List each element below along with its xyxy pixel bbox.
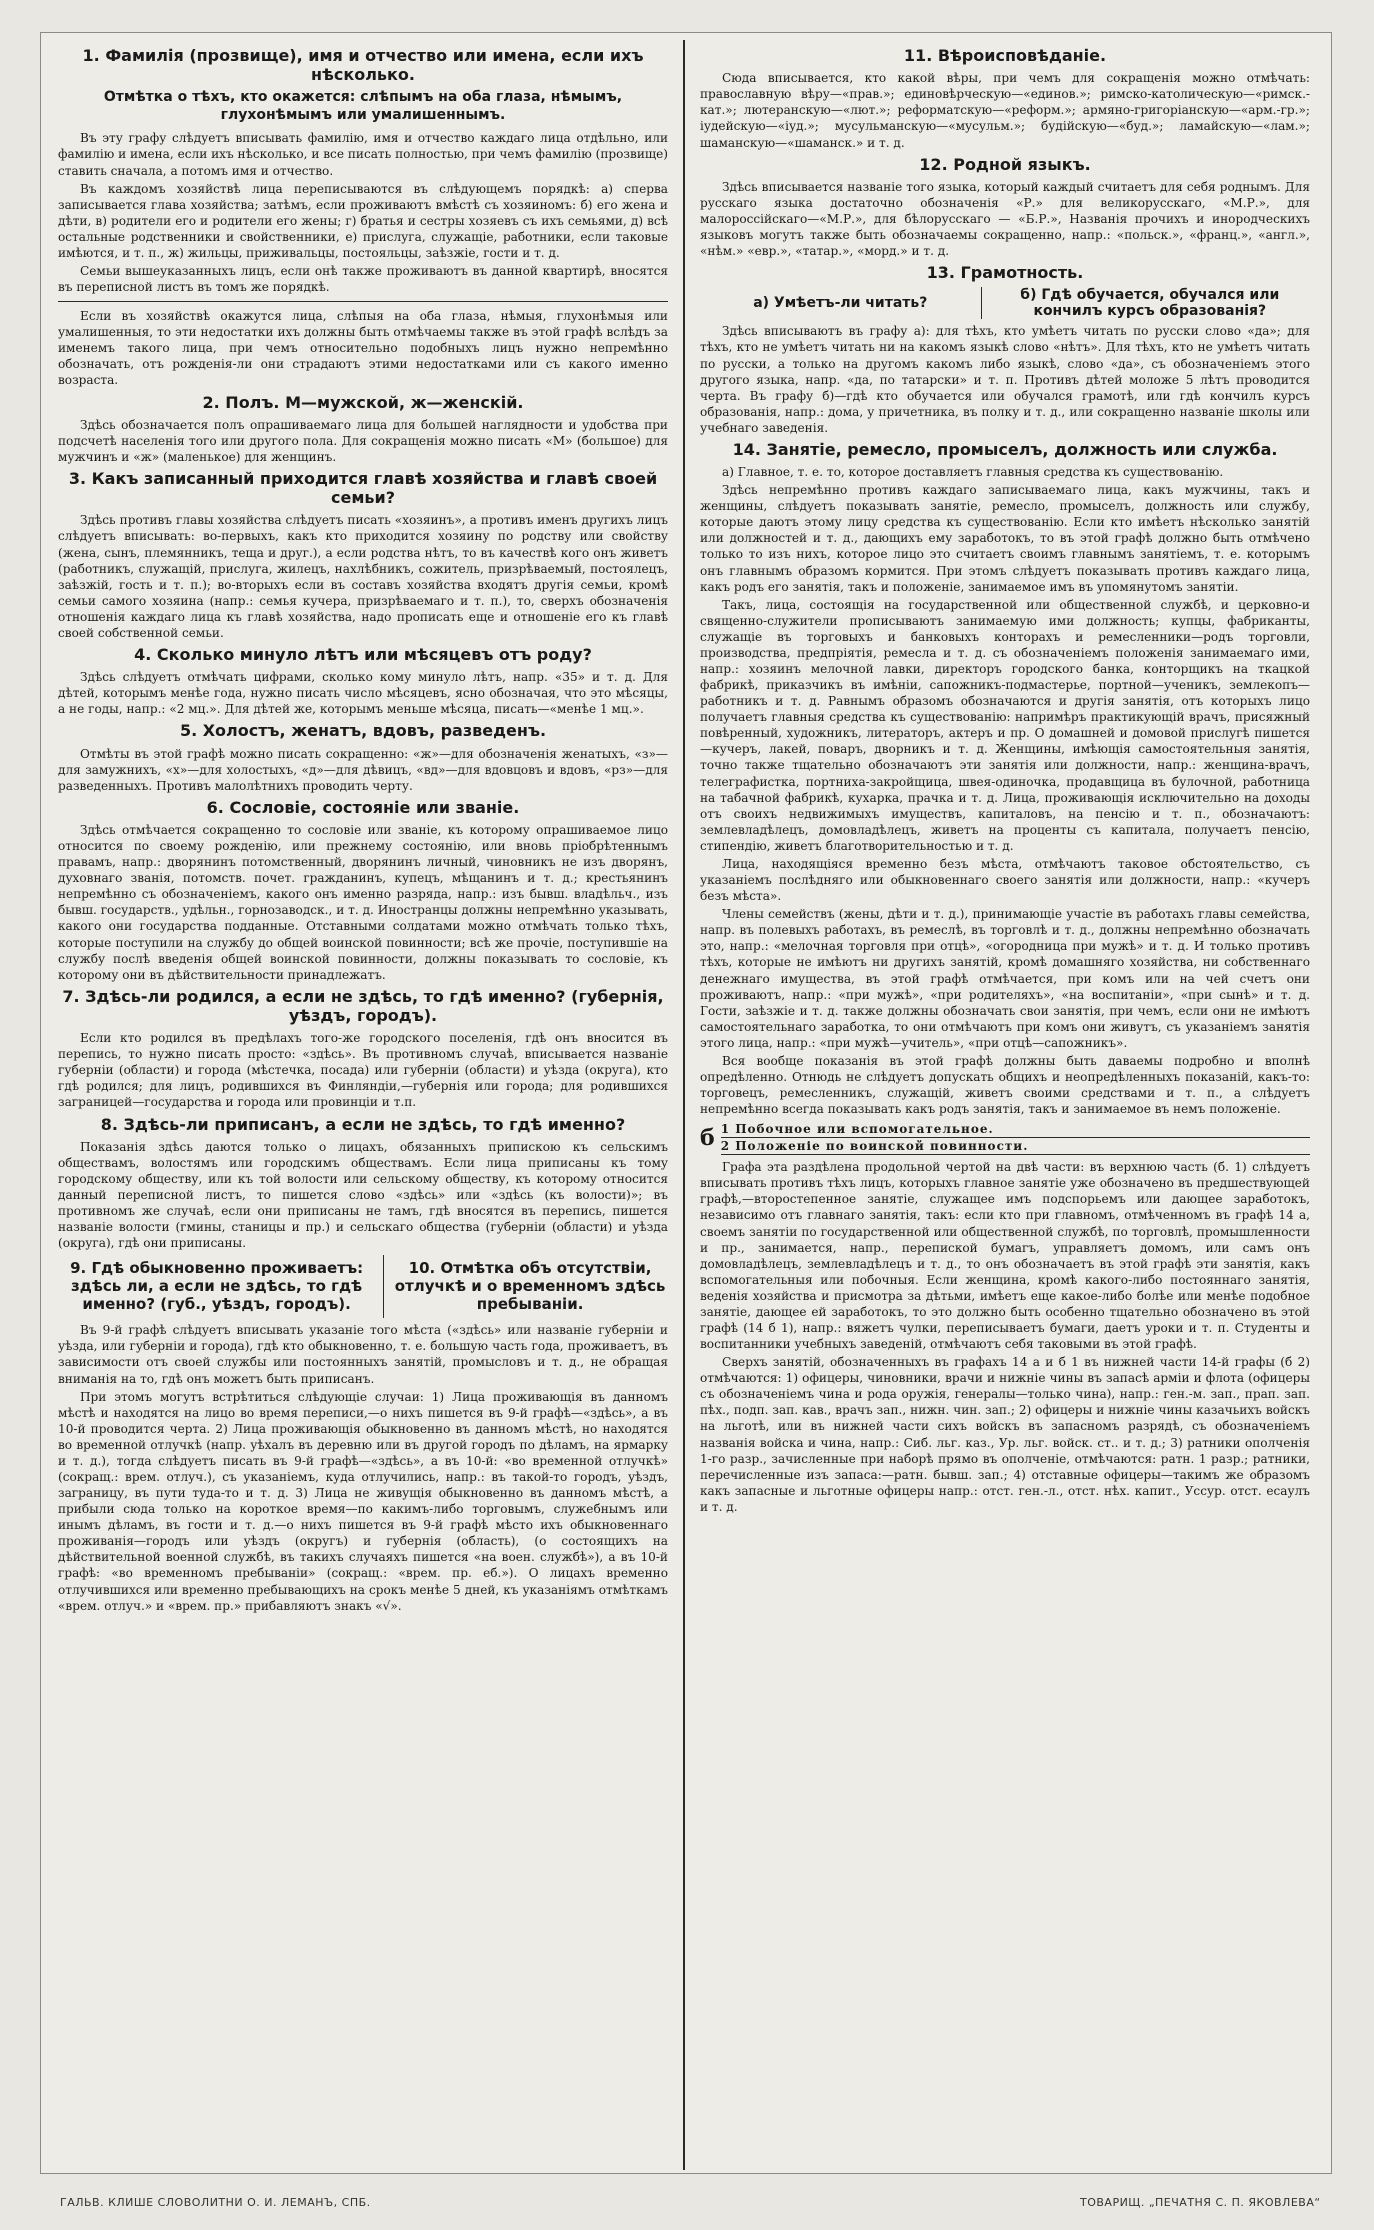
section-7-title: 7. Здѣсь-ли родился, а если не здѣсь, то гдѣ именно? (губернія, уѣздъ, городъ). — [62, 986, 664, 1025]
section-9-title: 9. Гдѣ обыкновенно проживаетъ: здѣсь ли, а если не здѣсь, то гдѣ именно? (губ., уѣздъ, городъ). — [70, 1259, 364, 1314]
section-14-sub-a: а) Главное, т. е. то, которое доставляетъ главныя средства къ существованію. — [722, 465, 1224, 480]
section-14-b-letter: б — [700, 1125, 715, 1152]
footer-printer-right: ТОВАРИЩ. „ПЕЧАТНЯ С. П. ЯКОВЛЕВА“ — [1080, 2196, 1321, 2209]
section-8-para-1: Показанія здѣсь даются только о лицахъ, обязанныхъ припискою къ сельскимъ обществамъ, волостямъ или городскимъ обществамъ. Если лица приписаны къ тому городскому обществу, или къ той волости или сельскому обществу, къ которому относится данный переписной листъ, то пишется слово «здѣсь» или «здѣсь (къ волости)»; въ противномъ же случаѣ, если они приписаны не тамъ, гдѣ вносятся въ перепись, пишется названіе волости (гмины, станицы и пр.) и сельскаго общества (губерніи (области) и уѣзда (округа), гдѣ они приписаны. — [58, 1139, 668, 1251]
section-14-para-6: Графа эта раздѣлена продольной чертой на двѣ части: въ верхнюю часть (б. 1) слѣдуетъ вписывать противъ тѣхъ лицъ, которыхъ главное занятіе уже обозначено въ предшествующей графѣ,—второстепенное занятіе, служащее имъ подспорьемъ или дающее заработокъ, независимо отъ главнаго занятія, такъ: если кто при главномъ, отмѣченномъ въ графѣ 14 а, своемъ занятіи по государственной или общественной службѣ, по торговлѣ, промышленности и пр., занимается, напр., перепиской бумагъ, управляетъ домомъ, или самъ онъ домовладѣлецъ, землевладѣлецъ и т. д., то онъ обозначаетъ въ этой графѣ эти занятія, какъ вспомогательныя или побочныя. Если женщина, кромѣ какого-либо постояннаго занятія, веденія хозяйства и присмотра за дѣтьми, имѣетъ еще какое-либо болѣе или менѣе подобное занятіе, дающее ей заработокъ, то это должно быть особенно тщательно обозначено въ этой графѣ (14 б 1), напр.: вяжетъ чулки, переписываетъ бумаги, даетъ уроки и т. п. Студенты и воспитанники учебныхъ заведеній, отмѣчаютъ себя таковыми въ этой графѣ. — [700, 1160, 1310, 1352]
section-14-para-7: Сверхъ занятій, обозначенныхъ въ графахъ 14 а и б 1 въ нижней части 14-й графы (б 2) отмѣчаются: 1) офицеры, чиновники, врачи и нижніе чины въ запасѣ арміи и флота (офицеры съ обозначеніемъ чина и рода оружія, генералы—только чина), напр.: ген.-м. зап., прап. зап. пѣх., подп. зап. кав., врачъ зап., нижн. чин. зап.; 2) офицеры и нижніе чины казачьихъ войскъ на льготѣ, или въ нижней части сихъ войскъ въ запасномъ разрядѣ, съ обозначеніемъ названія войска и чина, напр.: Сиб. льг. каз., Ур. льг. войск. ст.. и т. д.; 3) ратники ополченія 1-го разр., зачисленные при наборѣ прямо въ ополченіе, отмѣчаются: ратн. 1 разр.; ратники, перечисленные изъ запаса:—ратн. бывш. зап.; 4) отставные офицеры—такимъ же образомъ какъ запасные и льготные офицеры напр.: отст. ген.-л., отст. нѣх. капит., Уссур. отст. есаулъ и т. д. — [700, 1355, 1310, 1514]
section-14-b2-label: 2 Положеніе по воинской повинности. — [721, 1138, 1310, 1155]
section-14-title: 14. Занятіе, ремесло, промыселъ, должность или служба. — [732, 439, 1278, 459]
section-14-para-1: Здѣсь непремѣнно противъ каждаго записываемаго лица, какъ мужчины, такъ и женщины, слѣдуетъ показывать занятіе, ремесло, промыселъ, должность или службу, которые даютъ этому лицу средства къ существованію. Если кто имѣетъ нѣсколько занятій или должностей и т. д., дающихъ ему заработокъ, то въ этой графѣ должно быть отмѣчено только то изъ нихъ, которое лицо это считаетъ своимъ главнымъ занятіемъ, т. е. которымъ онъ главнымъ образомъ кормится. При этомъ слѣдуетъ показывать противъ каждаго лица, какъ родъ его занятія, такъ и положеніе, занимаемое имъ въ упомянутомъ занятіи. — [700, 483, 1310, 594]
section-1-para-2: Въ каждомъ хозяйствѣ лица переписываются въ слѣдующемъ порядкѣ: а) сперва записывается глава хозяйства; затѣмъ, если проживаютъ вмѣстѣ съ хозяиномъ: б) его жена и дѣти, в) родители его и родители его жены; г) братья и сестры хозяевъ съ ихъ семьями, д) всѣ остальные родственники и свойственники, е) прислуга, служащіе, работники, если таковые имѣются, и т. п., ж) жильцы, приживальцы, постояльцы, заѣзжіе, гости и т. д. — [58, 181, 668, 260]
section-1-para-4: Если въ хозяйствѣ окажутся лица, слѣпыя на оба глаза, нѣмыя, глухонѣмыя или умалишенныя, то эти недостатки ихъ должны быть отмѣчаемы также въ этой графѣ вслѣдъ за именемъ такого лица, при чемъ относительно подобныхъ лицъ нужно непремѣнно обозначать, отъ рожденія-ли они страдаютъ этими недостатками или съ какого именно возраста. — [58, 309, 668, 388]
section-11-para-1: Сюда вписывается, кто какой вѣры, при чемъ для сокращенія можно отмѣчать: православную вѣру—«прав.»; единовѣрческую—«единов.»; римско-католическую—«римск.-кат.»; лютеранскую—«лют.»; реформатскую—«реформ.»; армяно-григоріанскую—«арм.-гр.»; іудейскую—«іуд.»; мусульманскую—«мусульм.»; будійскую—«буд.»; ламайскую—«лам.»; шаманскую—«шаманск.» и т. д. — [700, 71, 1310, 150]
section-12-title: 12. Родной языкъ. — [919, 154, 1091, 174]
section-9-10-header — [58, 1255, 668, 1318]
section-8-title: 8. Здѣсь-ли приписанъ, а если не здѣсь, то гдѣ именно? — [100, 1114, 626, 1134]
section-6-title: 6. Сословіе, состояніе или званіе. — [206, 797, 520, 817]
section-12-para-1: Здѣсь вписывается названіе того языка, который каждый считаетъ для себя роднымъ. Для русскаго языка достаточно обозначенія «Р.» для великорусскаго, «М.Р.», для малороссійскаго—«М.Р.», для бѣлорусскаго — «Б.Р.», Названія прочихъ и инородческихъ языковъ могутъ также быть обозначаемы сокращенно, напр.: «польск.», «франц.», «англ.», «нѣм.» «евр.», «татар.», «морд.» и т. д. — [700, 179, 1310, 259]
section-7-para-1: Если кто родился въ предѣлахъ того-же городского поселенія, гдѣ онъ вносится въ перепись, то нужно писать просто: «здѣсь». Въ противномъ случаѣ, вписывается названіе губерніи (области) и города (мѣстечка, посада) или губерніи (области) и уѣзда (округа), кто гдѣ родился; для лицъ, родившихся въ Финляндіи,—губернія или города; для родившихся заграницей—государства и города или провинціи и т.п. — [58, 1031, 668, 1110]
section-10-title: 10. Отмѣтка объ отсутствіи, отлучкѣ и о временномъ здѣсь пребываніи. — [394, 1259, 666, 1314]
section-9-para-1: Въ 9-й графѣ слѣдуетъ вписывать указаніе того мѣста («здѣсь» или названіе губерніи и уѣзда, или губерніи и города), гдѣ кто обыкновенно, т. е. большую часть года, проживаетъ, въ зависимости отъ своей службы или постоянныхъ занятій, промысловъ и т. д., не обращая вниманія на то, гдѣ онъ можетъ быть приписанъ. — [58, 1323, 668, 1386]
literacy-b-label: б) Гдѣ обучается, обучался или кончилъ курсъ образованія? — [981, 287, 1310, 319]
section-4-title: 4. Сколько минуло лѣтъ или мѣсяцевъ отъ роду? — [134, 644, 592, 664]
section-9-para-2: При этомъ могутъ встрѣтиться слѣдующіе случаи: 1) Лица проживающія въ данномъ мѣстѣ и находятся на лицо во время переписи,—о нихъ пишется въ 9-й графѣ—«здѣсь», а въ 10-й проводится черта. 2) Лица проживающія обыкновенно въ данномъ мѣстѣ, но находятся во временной отлучкѣ (напр. уѣхалъ въ деревню или въ другой городъ по дѣламъ, на ярмарку и т. д.), тогда слѣдуетъ писать въ 9-й графѣ—«здѣсь», а въ 10-й: «во временной отлучкѣ» (сокращ.: врем. отлуч.), съ указаніемъ, куда отлучились, напр.: въ такой-то городъ, уѣздъ, заграницу, въ пути туда-то и т. д. 3) Лица не живущія обыкновенно въ данномъ мѣстѣ, а прибыли сюда только на короткое время—по какимъ-либо торговымъ, служебнымъ или инымъ дѣламъ, въ гости и т. д.—о нихъ пишется въ 9-й графѣ мѣсто ихъ обыкновеннаго проживанія—городъ или уѣздъ (округъ) и губернія (область), (о состоящихъ на дѣйствительной военной службѣ, въ такихъ случаяхъ пишется «на воен. службѣ»), а въ 10-й графѣ: «во временномъ пребываніи» (сокращ.: «врем. пр. еб.»). О лицахъ временно отлучившихся или временно пребывающихъ на срокъ менѣе 5 дней, къ указаніямъ отмѣткамъ «врем. отлуч.» и «врем. пр.» прибавляютъ знакъ «√». — [58, 1389, 668, 1613]
footer-printer-left: ГАЛЬВ. КЛИШЕ СЛОВОЛИТНИ О. И. ЛЕМАНЪ, СПБ. — [60, 2196, 371, 2209]
section-5-para-1: Отмѣты въ этой графѣ можно писать сокращенно: «ж»—для обозначенія женатыхъ, «з»—для замужнихъ, «х»—для холостыхъ, «д»—для дѣвицъ, «вд»—для вдовцовъ и вдовъ, «рз»—для разведенныхъ. Противъ малолѣтнихъ проводить черту. — [58, 746, 668, 793]
section-5-title: 5. Холостъ, женатъ, вдовъ, разведенъ. — [179, 721, 547, 741]
right-column — [700, 42, 1310, 1517]
section-3-title: 3. Какъ записанный приходится главѣ хозяйства и главѣ своей семьи? — [68, 468, 658, 508]
literacy-subheaders — [700, 287, 1310, 319]
section-11-title: 11. Вѣроисповѣданіе. — [903, 46, 1107, 65]
section-6-para-1: Здѣсь отмѣчается сокращенно то сословіе или званіе, къ которому опрашиваемое лицо относится по своему рожденію, или прежнему состоянію, или вновь пріобрѣтеннымъ правамъ, напр.: дворянинъ потомственный, дворянинъ личный, чиновникъ не изъ дворянъ, духовнаго званія, потомств. почет. гражданинъ, купецъ, мѣщанинъ и т. д.; крестьянинъ непремѣнно съ обозначеніемъ, какого онъ именно разряда, напр.: изъ бывш. владѣльч., изъ бывш. государств., удѣльн., горнозаводск., и т. д. Иностранцы должны непремѣнно указывать, какого они государства подданные. Отставными солдатами можно отмѣчать только тѣхъ, которые поступили на службу до общей воинской повинности; всѣ же прочіе, поступившіе на службу послѣ введенія общей воинской повинности, должны показывать то сословіе, къ которому они въ дѣйствительности принадлежатъ. — [58, 823, 668, 982]
section-1-para-3: Семьи вышеуказанныхъ лицъ, если онѣ также проживаютъ въ данной квартирѣ, вносятся въ переписной листъ въ томъ же порядкѣ. — [58, 264, 668, 295]
left-column — [58, 42, 668, 1616]
section-13-title: 13. Грамотность. — [926, 263, 1084, 283]
section-3-para-1: Здѣсь противъ главы хозяйства слѣдуетъ писать «хозяинъ», а противъ именъ другихъ лицъ слѣдуетъ вписывать: во-первыхъ, какъ кто приходится хозяину по родству или свойству (жена, сынъ, племянникъ, теща и друг.), а если родства нѣтъ, то въ качествѣ кого онъ живетъ (работникъ, служащій, прислуга, жилецъ, нахлѣбникъ, сожитель, призрѣваемый, постоялецъ, заѣзжій, гость и т. п.); во-вторыхъ если въ составъ хозяйства входятъ другія семьи, кромѣ семьи самого хозяина (напр.: семья кучера, призрѣваемаго и т. п.), то, сверхъ обозначенія отношенія каждаго лица къ главѣ хозяйства, надо прописать еще и отношеніе его къ главѣ своей собственной семьи. — [58, 513, 668, 640]
section-2-para-1: Здѣсь обозначается полъ опрашиваемаго лица для большей наглядности и удобства при подсчетѣ населенія того или другого пола. Для сокращенія можно писать «М» (большое) для мужчинъ и «ж» (маленькое) для женщинъ. — [58, 417, 668, 464]
literacy-a-label: а) Умѣетъ-ли читать? — [753, 295, 928, 312]
section-1-para-1: Въ эту графу слѣдуетъ вписывать фамилію, имя и отчество каждаго лица отдѣльно, или фамилію и имена, если ихъ нѣсколько, и все писать полностью, при чемъ фамилію (прозвище) ставить сначала, а потомъ имя и отчество. — [58, 131, 668, 178]
section-1-subtitle: Отмѣтка о тѣхъ, кто окажется: слѣпымъ на оба глаза, нѣмымъ, глухонѣмымъ или умалишеннымъ. — [103, 89, 623, 123]
section-2-title: 2. Полъ. М—мужской, ж—женскій. — [202, 392, 524, 412]
section-14-para-4: Члены семействъ (жены, дѣти и т. д.), принимающіе участіе въ работахъ главы семейства, напр. въ полевыхъ работахъ, въ ремеслѣ, въ торговлѣ и т. д., должны непремѣнно обозначать это, напр.: «мелочная торговля при отцѣ», «огородница при мужѣ» и т. д. И только противъ тѣхъ, которые не имѣютъ ни другихъ занятій, кромѣ домашняго хозяйства, ни собственнаго денежнаго имущества, въ этой графѣ отмѣчается, при комъ или на чей счетъ они проживаютъ, напр.: «при мужѣ», «при родителяхъ», «на воспитаніи», «при сынѣ» и т. д. Гости, заѣзжіе и т. д. также должны обозначать свои занятія, при чемъ, если они не имѣютъ самостоятельнаго заработка, то они отмѣчаютъ при комъ они живутъ, съ указаніемъ занятія этого лица, напр.: «при мужѣ—учитель», «при отцѣ—сапожникъ». — [700, 907, 1310, 1050]
section-14-b-header — [700, 1121, 1310, 1155]
section-9-header — [58, 1255, 383, 1318]
section-1-title: 1. Фамилія (прозвище), имя и отчество или имена, если ихъ нѣсколько. — [82, 46, 644, 85]
section-14-para-5: Вся вообще показанія въ этой графѣ должны быть даваемы подробно и вполнѣ опредѣленно. Отнюдь не слѣдуетъ допускать общихъ и неопредѣленныхъ показаній, какъ-то: торговецъ, ремесленникъ, служащій, живетъ своими средствами и т. п., а слѣдуетъ непремѣнно всегда показывать какъ родъ занятія, такъ и занимаемое въ немъ положеніе. — [700, 1053, 1310, 1117]
section-14-b1-label: 1 Побочное или вспомогательное. — [721, 1121, 1310, 1138]
section-10-header — [383, 1255, 668, 1318]
section-13-para-1: Здѣсь вписываютъ въ графу а): для тѣхъ, кто умѣетъ читать по русски слово «да»; для тѣхъ, кто не умѣетъ читать ни на какомъ языкѣ слово «нѣтъ». Для тѣхъ, кто не умѣетъ читать по русски, а только на другомъ какомъ либо языкѣ, слово «да», съ обозначеніемъ этого другого языка, напр. «да, по татарски» и т. п. Противъ дѣтей моложе 5 лѣтъ проводится черта. Въ графу б)—гдѣ кто обучается или обучался грамотѣ, или гдѣ кончилъ курсъ образованія, напр.: дома, у причетника, въ полку и т. д., или сокращенно названіе школы или учебнаго заведенія. — [700, 324, 1310, 435]
section-14-para-2: Такъ, лица, состоящія на государственной или общественной службѣ, и церковно-и священно-служители прописываютъ занимаемую ими должность; купцы, фабриканты, служащіе въ торговыхъ и банковыхъ конторахъ и ремесленники—родъ торговли, производства, предпріятія, ремесла и т. д. съ обозначеніемъ положенія занимаемаго ими, напр.: хозяинъ мелочной лавки, директоръ городского банка, конторщикъ на ткацкой фабрикѣ, приказчикъ въ имѣніи, сапожникъ-подмастерье, портной—ученикъ, землекопъ—работникъ и т. д. Равнымъ образомъ обозначаются и другія занятія, отъ которыхъ лицо получаетъ главныя средства къ существованію: напримѣръ практикующій врачъ, присяжный повѣренный, художникъ, литераторъ, актеръ и пр. О домашней и домовой прислугѣ пишется—кучеръ, лакей, поваръ, дворникъ и т. д. Женщины, имѣющія самостоятельныя занятія, точно также тщательно обозначаютъ эти занятія или должности, напр.: женщина-врачъ, телеграфистка, портниха-закройщица, швея-одиночка, продавщица въ булочной, работница на табачной фабрикѣ, кухарка, прачка и т. д. Лица, проживающія исключительно на доходы отъ своихъ недвижимыхъ имуществъ, капиталовъ, на пенсію и т. п., обозначаютъ: землевладѣлецъ, домовладѣлецъ, живетъ на проценты съ капитала, получаетъ пенсію, стипендію, живетъ благотворительностью и т. д. — [700, 597, 1310, 853]
section-4-para-1: Здѣсь слѣдуетъ отмѣчать цифрами, сколько кому минуло лѣтъ, напр. «35» и т. д. Для дѣтей, которымъ менѣе года, нужно писать число мѣсяцевъ, ясно обозначая, что это мѣсяцы, а не годы, напр.: «2 мц.». Для дѣтей же, которымъ меньше мѣсяца, писать—«менѣе 1 мц.». — [58, 670, 668, 717]
column-divider — [683, 40, 685, 2170]
section-14-para-3: Лица, находящіяся временно безъ мѣста, отмѣчаютъ таковое обстоятельство, съ указаніемъ послѣдняго или обыкновеннаго своего занятія или должности, напр.: «кучеръ безъ мѣста». — [700, 856, 1310, 904]
section-divider — [58, 301, 668, 302]
